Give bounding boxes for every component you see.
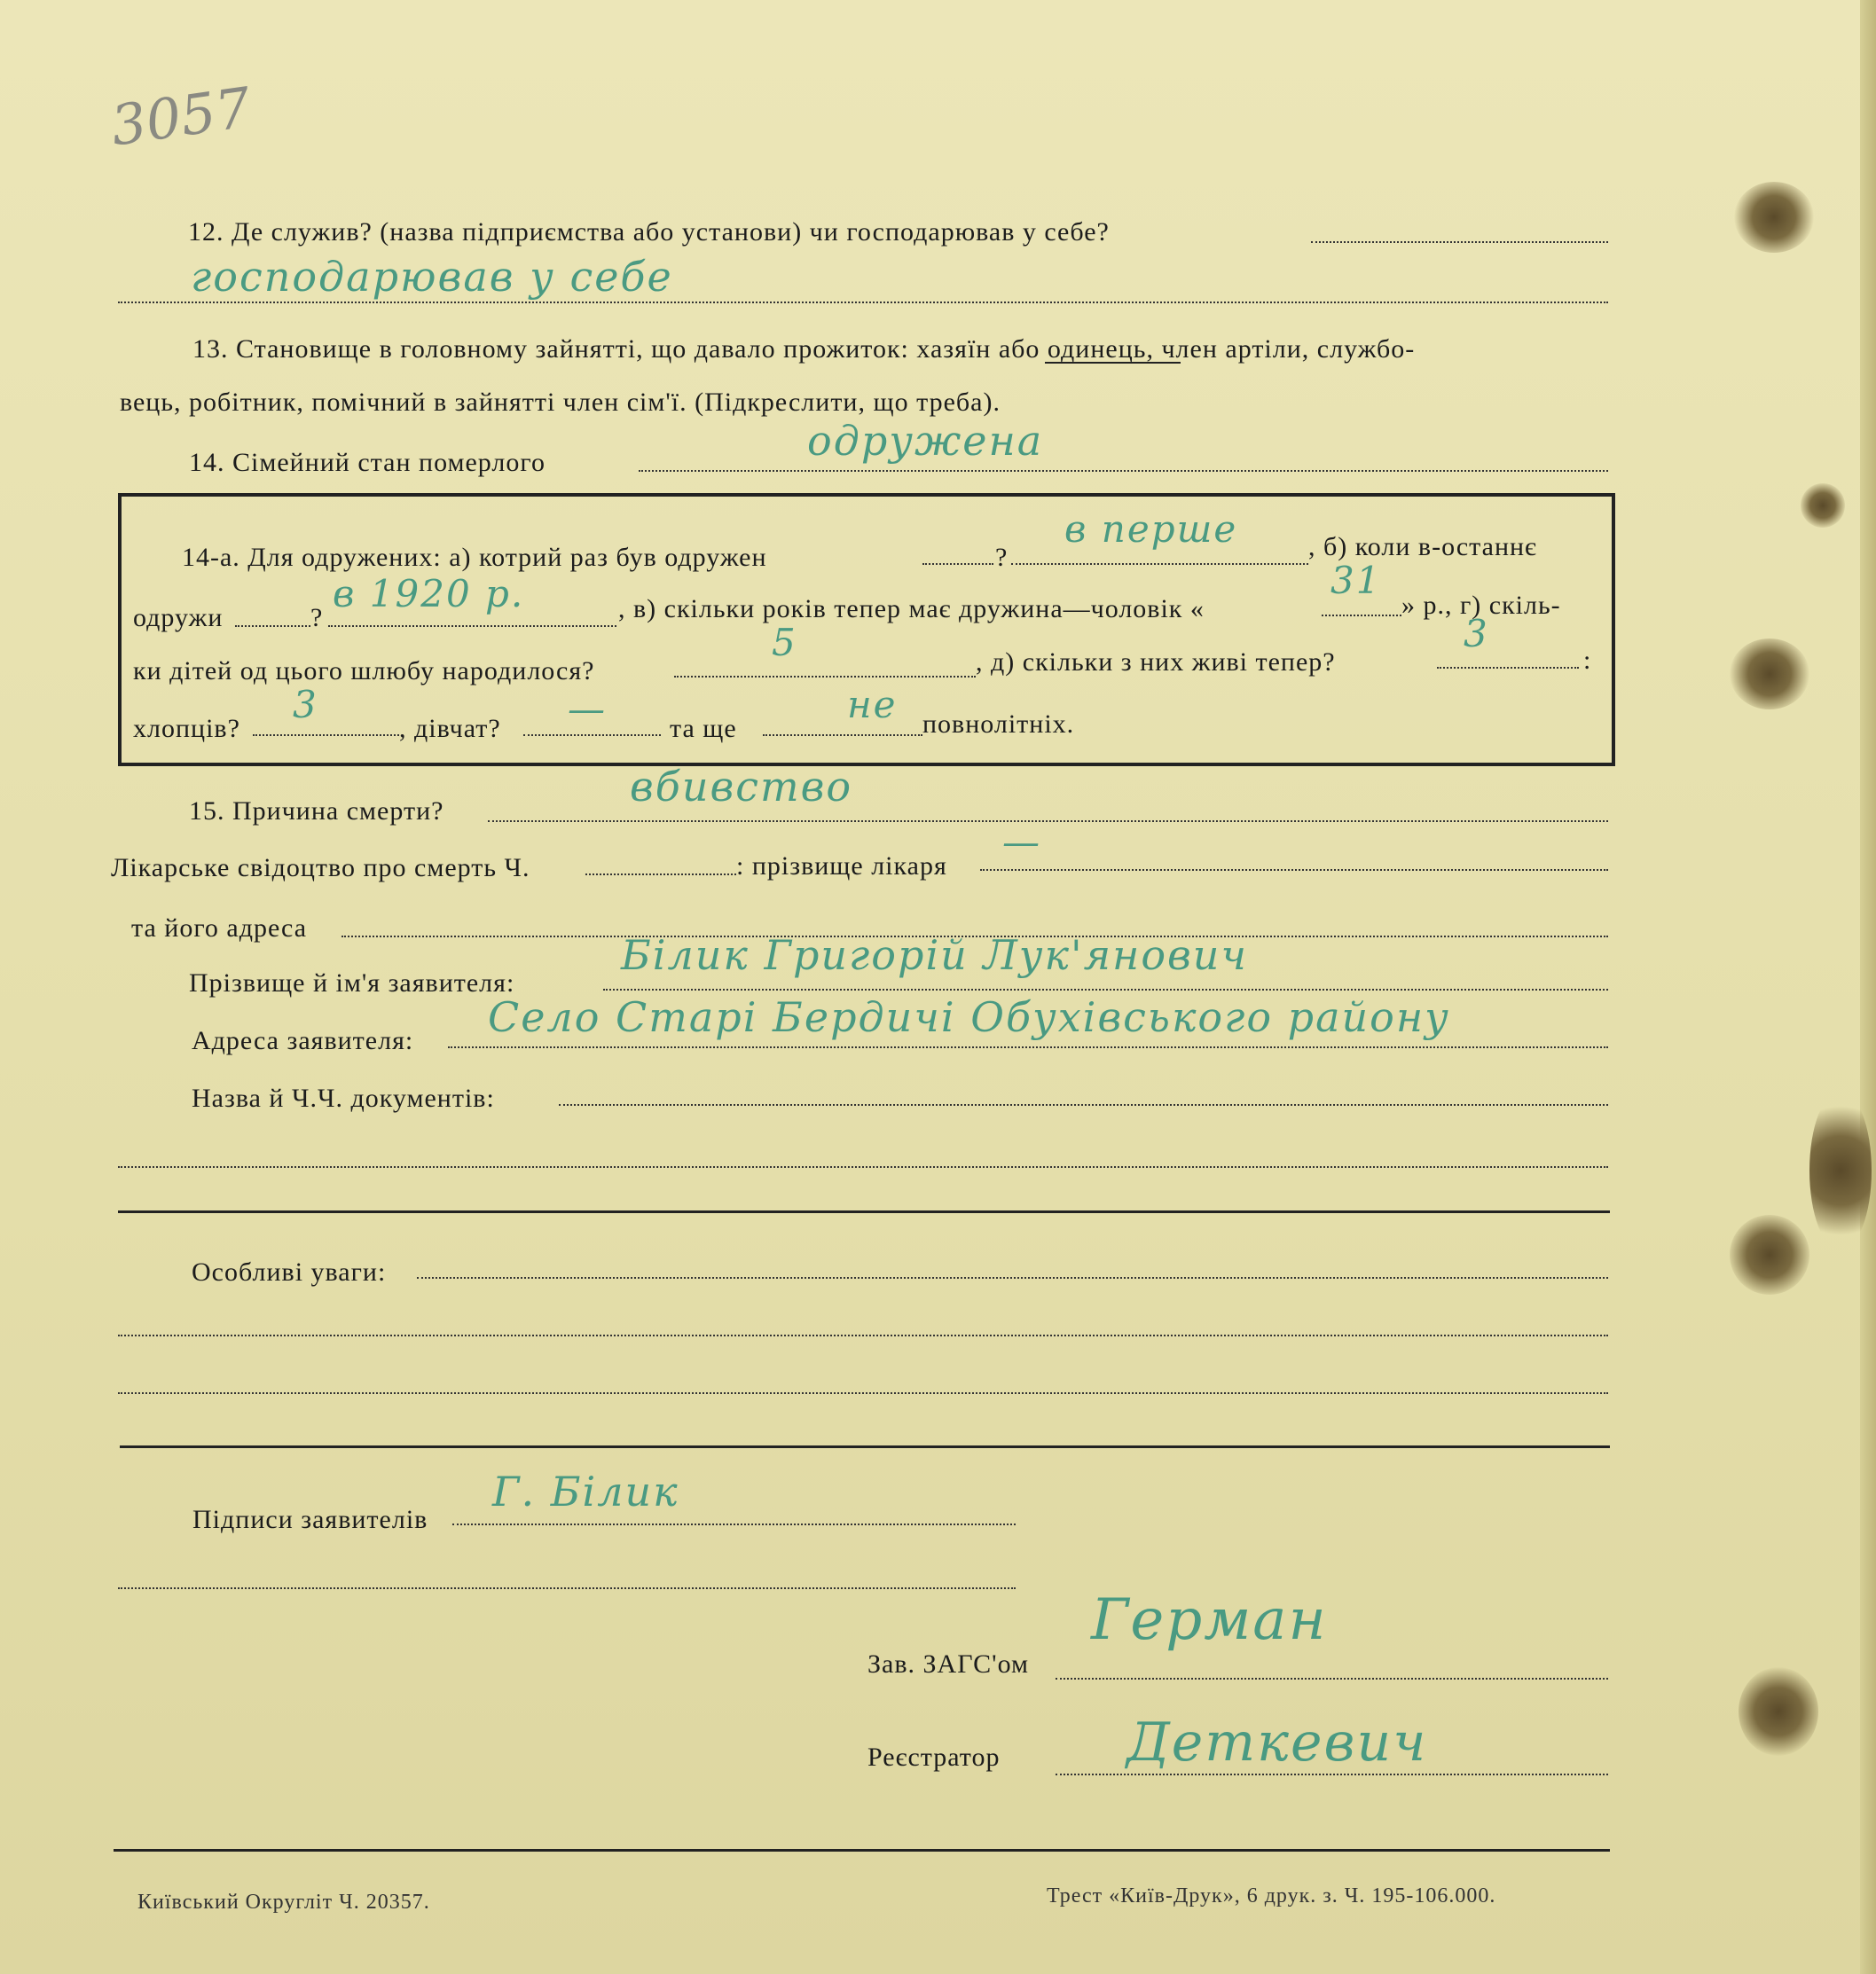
q14a-line4-a: хлопців? [133, 714, 240, 743]
q14a-answer-e: 3 [1464, 612, 1489, 655]
q15-answer: вбивство [630, 763, 853, 811]
staple-hole [1734, 182, 1814, 253]
q12-answer-line [118, 302, 1608, 303]
q14a-line2-a: одружи [133, 603, 224, 632]
q13-line1: 13. Становище в головному зайнятті, що давало прожиток: хазяїн або одинець, член артіли, службо- [192, 334, 1416, 364]
q14a-answer-b-line [328, 625, 616, 627]
notes-label: Особливі уваги: [192, 1257, 387, 1287]
q14-answer: одружена [807, 417, 1044, 465]
q14a-line1-a: 14-а. Для одружених: а) котрий раз був одружен [182, 543, 767, 572]
q14a-q: ? [995, 543, 1009, 572]
q13-underline-khazyain [1045, 362, 1181, 364]
q14a-answer-h: не [847, 683, 898, 726]
q13-line2: вець, робітник, помічний в зайнятті член сім'ї. (Підкреслити, що треба). [120, 388, 1001, 417]
staple-hole [1730, 1215, 1809, 1295]
documents-line-2 [118, 1166, 1608, 1168]
zags-label: Зав. ЗАГС'ом [867, 1649, 1029, 1679]
q14a-answer-e-line [1437, 667, 1579, 669]
q14a-answer-h-line [763, 734, 922, 736]
registrar-line [1056, 1774, 1608, 1775]
staple-hole [1809, 1091, 1872, 1250]
q12-answer: господарював у себе [191, 253, 673, 301]
q15-dotted-line [488, 820, 1608, 822]
notes-line-2 [118, 1335, 1608, 1336]
q14-label: 14. Сімейний стан померлого [189, 448, 546, 477]
cert-number-line [585, 873, 736, 875]
footer-printer-right: Трест «Київ-Друк», 6 друк. з. Ч. 195-106.000. [1047, 1884, 1496, 1907]
footer-divider [114, 1849, 1610, 1852]
footer-printer-left: Київський Округліт Ч. 20357. [137, 1891, 430, 1914]
cert-doctor-label: : прізвище лікаря [736, 851, 947, 881]
registrar-label: Реєстратор [867, 1743, 1001, 1772]
q14a-q2: ? [310, 603, 324, 632]
applicant-address-value: Село Старі Бердичі Обухівського району [488, 993, 1450, 1041]
signatures-line-2 [118, 1587, 1016, 1589]
q14a-line2-b: , в) скільки років тепер має дружина—чоловік « [618, 594, 1205, 623]
q14a-answer-a: в перше [1064, 507, 1238, 551]
q14a-answer-g: — [568, 687, 607, 731]
q14a-answer-c: 31 [1330, 559, 1382, 602]
q14a-answer-a-line [1011, 563, 1308, 565]
q14a-answer-b: в 1920 р. [333, 572, 525, 615]
staple-hole [1801, 483, 1845, 528]
notes-line-1 [417, 1277, 1608, 1279]
applicant-name-line [603, 989, 1608, 991]
q14a-line3-b: , д) скільки з них живі тепер? [976, 647, 1336, 677]
staple-hole [1739, 1667, 1818, 1756]
q14a-line4-b: , дівчат? [399, 714, 501, 743]
section-divider-2 [120, 1445, 1610, 1448]
q14a-line2-c: » р., г) скіль- [1401, 591, 1561, 620]
registrar-signature: Деткевич [1126, 1712, 1428, 1774]
applicant-name-value: Білик Григорій Лук'янович [621, 931, 1249, 979]
q12-dotted-line [1311, 241, 1608, 243]
q14-dotted-line [639, 470, 1608, 472]
q15-label: 15. Причина смерти? [189, 796, 444, 826]
q14a-answer-d: 5 [772, 621, 797, 664]
q12-label: 12. Де служив? (назва підприємства або установи) чи господарював у себе? [188, 217, 1110, 247]
cert-label: Лікарське свідоцтво про смерть Ч. [111, 853, 530, 882]
staple-hole [1730, 638, 1809, 709]
q14a-answer-d-line [674, 676, 976, 678]
applicant-address-line [448, 1046, 1608, 1048]
q14a-answer-f: 3 [293, 683, 318, 726]
notes-line-3 [118, 1392, 1608, 1394]
pencil-record-number: 3057 [106, 74, 255, 159]
q14a-answer-g-line [523, 734, 661, 736]
q14a-answer-f-line [253, 734, 399, 736]
signatures-label: Підписи заявителів [192, 1505, 428, 1534]
signatures-line [452, 1524, 1016, 1525]
zags-line [1056, 1678, 1608, 1680]
applicant-address-label: Адреса заявителя: [192, 1026, 414, 1055]
q14a-dots-2 [235, 625, 310, 627]
applicant-name-label: Прізвище й ім'я заявителя: [189, 968, 515, 998]
cert-address-label: та його адреса [131, 913, 308, 943]
documents-line [559, 1104, 1608, 1106]
paper-edge [1860, 0, 1876, 1974]
zags-signature: Герман [1091, 1587, 1328, 1653]
q14a-line4-c: та ще [670, 714, 737, 743]
q14a-answer-c-line [1322, 615, 1401, 616]
q14a-line3-c: : [1583, 646, 1592, 675]
q14a-dots-1 [922, 563, 993, 565]
q14a-line4-d: повнолітніх. [922, 709, 1075, 739]
cert-doctor-answer: — [1002, 820, 1041, 864]
q14a-line3-a: ки дітей од цього шлюбу народилося? [133, 656, 595, 685]
cert-doctor-line [980, 869, 1608, 871]
documents-label: Назва й Ч.Ч. документів: [192, 1084, 495, 1113]
q14a-line1-b: , б) коли в-останнє [1308, 532, 1537, 561]
applicant-signature: Г. Білик [492, 1468, 679, 1516]
section-divider [118, 1210, 1610, 1213]
